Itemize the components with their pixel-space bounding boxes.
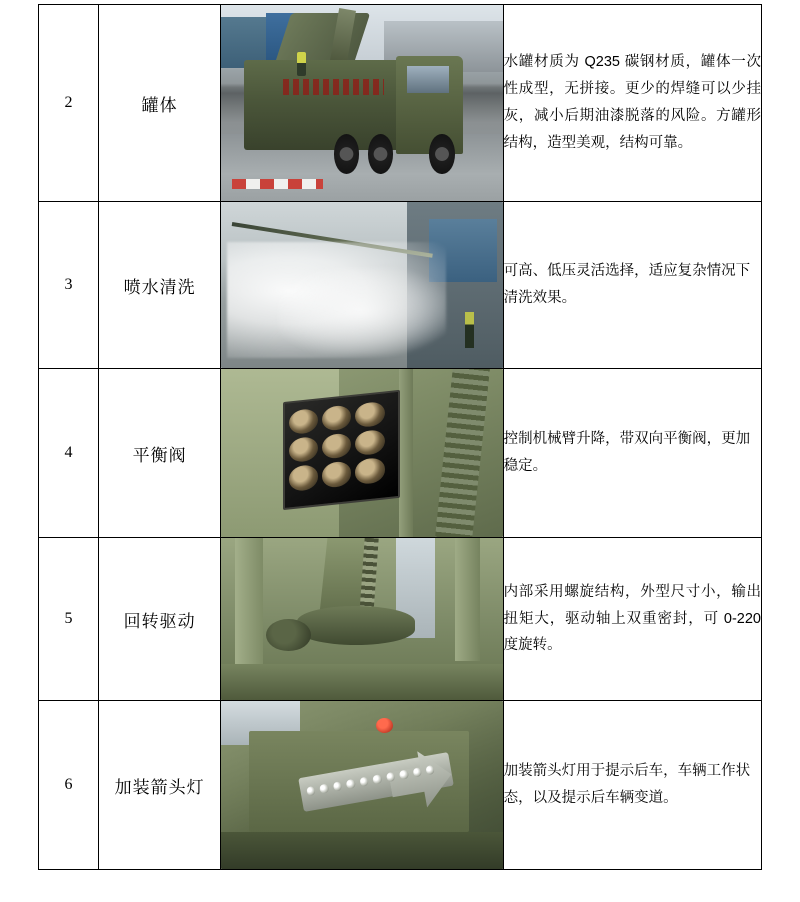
table-row — [39, 538, 762, 701]
table-row — [39, 5, 762, 202]
table-row — [39, 202, 762, 369]
row-description: 水罐材质为 Q235 碳钢材质，罐体一次性成型，无拼接。更少的焊缝可以少挂灰，减小后期油漆脱落的风险。方罐形结构，造型美观，结构可靠。 — [503, 5, 761, 202]
row-name: 回转驱动 — [99, 538, 221, 701]
row-name: 加装箭头灯 — [99, 701, 221, 870]
row-image-cell — [221, 538, 503, 701]
balance-valve-photo — [221, 369, 502, 537]
row-description: 可高、低压灵活选择，适应复杂情况下清洗效果。 — [503, 202, 761, 369]
row-image-cell — [221, 202, 503, 369]
row-description: 加装箭头灯用于提示后车，车辆工作状态，以及提示后车辆变道。 — [503, 701, 761, 870]
row-index: 3 — [39, 202, 99, 369]
row-description: 控制机械臂升降，带双向平衡阀，更加稳定。 — [503, 369, 761, 538]
row-name: 平衡阀 — [99, 369, 221, 538]
row-name: 罐体 — [99, 5, 221, 202]
row-index: 6 — [39, 701, 99, 870]
row-index: 4 — [39, 369, 99, 538]
row-image-cell — [221, 5, 503, 202]
rotary-drive-photo — [221, 538, 502, 700]
row-name: 喷水清洗 — [99, 202, 221, 369]
specification-table — [38, 4, 762, 870]
table-row — [39, 369, 762, 538]
row-image-cell — [221, 701, 503, 870]
table-row — [39, 701, 762, 870]
green-tank-truck-photo — [221, 5, 502, 201]
document-page — [0, 4, 800, 902]
row-index: 5 — [39, 538, 99, 701]
row-image-cell — [221, 369, 503, 538]
arrow-led-lamp-photo — [221, 701, 502, 869]
row-index: 2 — [39, 5, 99, 202]
row-description: 内部采用螺旋结构，外型尺寸小，输出扭矩大，驱动轴上双重密封，可 0-220 度旋转。 — [503, 538, 761, 701]
water-spray-cleaning-photo — [221, 202, 502, 368]
